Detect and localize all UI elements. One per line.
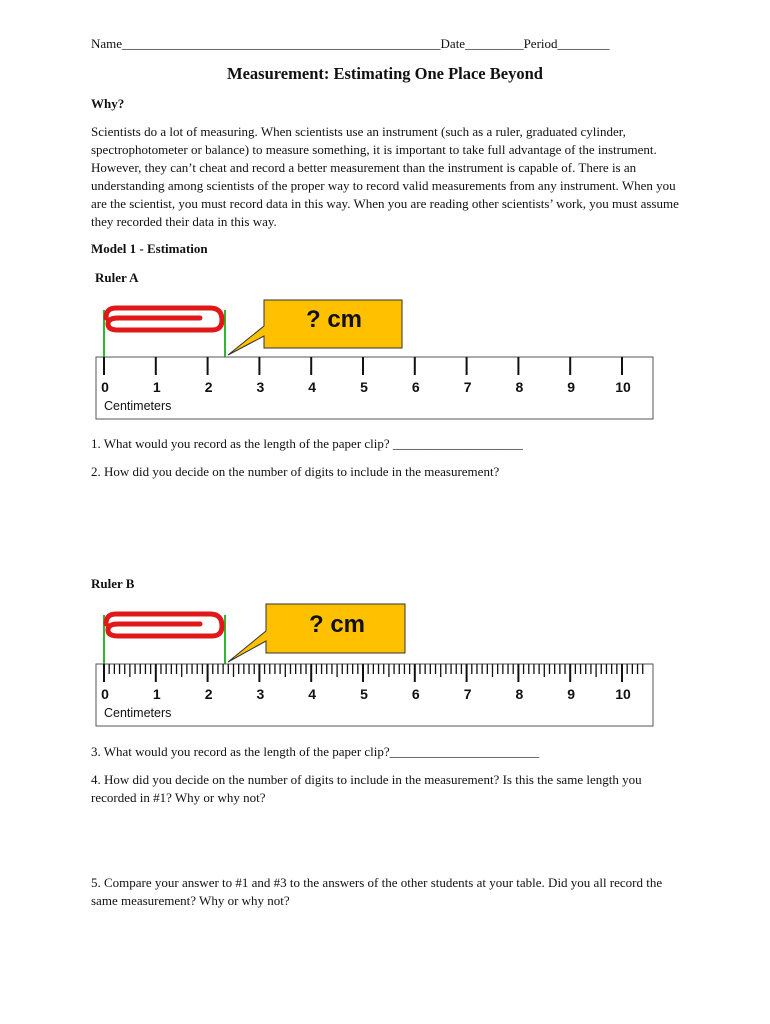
model-heading: Model 1 - Estimation (91, 241, 208, 256)
ruler-b-unit-label: Centimeters (104, 706, 172, 720)
ruler-b-tick-label: 7 (463, 686, 472, 702)
ruler-a-tick-label: 8 (515, 379, 524, 395)
ruler-b-tick-label: 3 (256, 686, 265, 702)
ruler-b-tick-label: 2 (204, 686, 213, 702)
paperclip-icon (106, 614, 222, 636)
ruler-b-callout-text: ? cm (308, 611, 365, 638)
ruler-b-tick-label: 6 (411, 686, 420, 702)
ruler-a-tick-label: 7 (463, 379, 472, 395)
ruler-a-tick-label: 3 (256, 379, 265, 395)
ruler-b-tick-label: 9 (567, 686, 576, 702)
ruler-a-tick-label: 9 (567, 379, 576, 395)
question-4: 4. How did you decide on the number of digits to include in the measurement? Is this the same length you recorded in #1? Why or why not? (91, 772, 642, 805)
ruler-b-tick-label: 1 (152, 686, 161, 702)
ruler-b-tick-label: 5 (360, 686, 368, 702)
why-heading: Why? (91, 96, 125, 111)
ruler-a-tick-label: 2 (204, 379, 213, 395)
ruler-a-tick-label: 10 (615, 379, 631, 395)
ruler-b-label: Ruler B (91, 576, 135, 591)
ruler-a-tick-label: 0 (101, 379, 109, 395)
why-paragraph: Scientists do a lot of measuring. When scientists use an instrument (such as a ruler, graduated cylinder, spectrophotometer or balance) to measure something, it is important to take full advantage of the instrument. However, they can’t cheat and record a better measurement than the instrument is capable of. There is an understanding among scientists of the proper way to record valid measurements from any instrument. When you are the scientist, you must record data in this way. When you are reading other scientists’ work, you must assume they recorded their data in this way. (91, 124, 679, 229)
ruler-a-callout-text: ? cm (305, 306, 362, 333)
ruler-a-tick-label: 6 (411, 379, 420, 395)
page-title: Measurement: Estimating One Place Beyond (227, 64, 543, 83)
ruler-a-label: Ruler A (95, 270, 139, 285)
ruler-b-tick-label: 0 (101, 686, 109, 702)
name-date-period-line: Name_________________________________________________Date_________Period________ (91, 36, 610, 51)
question-1: 1. What would you record as the length of the paper clip? ____________________ (91, 436, 523, 451)
ruler-b-tick-label: 10 (615, 686, 631, 702)
ruler-a-unit-label: Centimeters (104, 399, 172, 413)
question-3: 3. What would you record as the length of the paper clip?_______________________ (91, 744, 540, 759)
ruler-a-tick-label: 5 (360, 379, 368, 395)
ruler-a-tick-label: 1 (152, 379, 161, 395)
question-2: 2. How did you decide on the number of digits to include in the measurement? (91, 464, 500, 479)
ruler-b-tick-label: 4 (308, 686, 317, 702)
ruler-b-tick-label: 8 (515, 686, 524, 702)
question-5: 5. Compare your answer to #1 and #3 to the answers of the other students at your table. Did you all record the same measurement? Why or why not? (91, 875, 663, 908)
ruler-a-tick-label: 4 (308, 379, 317, 395)
